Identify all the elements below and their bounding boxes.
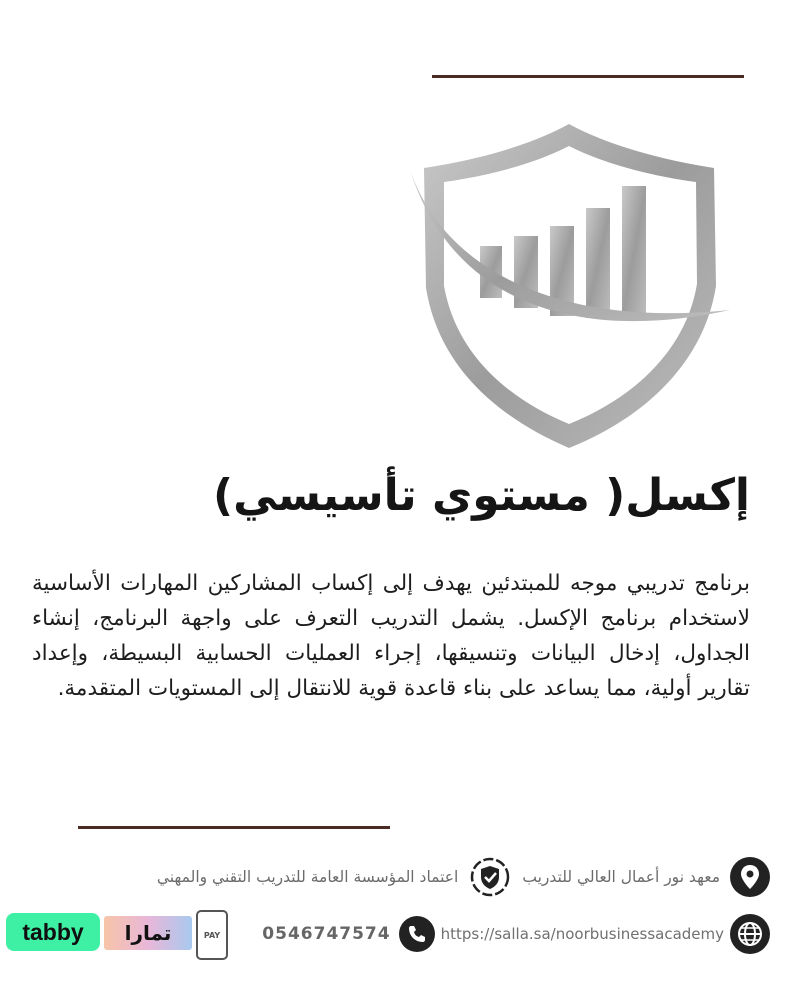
bottom-divider [78, 826, 390, 829]
phone-icon [399, 916, 435, 952]
pay-label: PAY [203, 930, 221, 940]
tamara-logo [104, 916, 192, 950]
institute-name: معهد نور أعمال العالي للتدريب [522, 868, 720, 886]
tamara-label: تمارا [124, 921, 172, 945]
shield-chart-logo [404, 118, 734, 450]
course-description: برنامج تدريبي موجه للمبتدئين يهدف إلى إكساب المشاركين المهارات الأساسية لاستخدام برنامج الإكسل. يشمل التدريب التعرف على واجهة البرنامج، إنشاء الجداول، إدخال البيانات وتنسيقها، إجراء العمليات الحسابية البسيطة، وإعداد تقارير أولية، مما يساعد على بناء قاعدة قوية للانتقال إلى المستويات المتقدمة. [32, 571, 750, 701]
top-divider [432, 75, 744, 78]
accreditation-badge-icon [468, 855, 512, 899]
accreditation-text: اعتماد المؤسسة العامة للتدريب التقني والمهني [156, 868, 459, 886]
mobile-pay-icon [196, 910, 228, 960]
location-pin-icon [730, 857, 770, 897]
course-title: إكسل( مستوي تأسيسي) [212, 470, 750, 521]
tabby-logo [6, 913, 100, 951]
globe-icon [730, 914, 770, 954]
store-link[interactable]: https://salla.sa/noorbusinessacademy [440, 925, 724, 943]
phone-number[interactable]: 0546747574 [262, 924, 391, 944]
tabby-label: tabby [22, 918, 84, 945]
footer-info-row [0, 856, 800, 898]
